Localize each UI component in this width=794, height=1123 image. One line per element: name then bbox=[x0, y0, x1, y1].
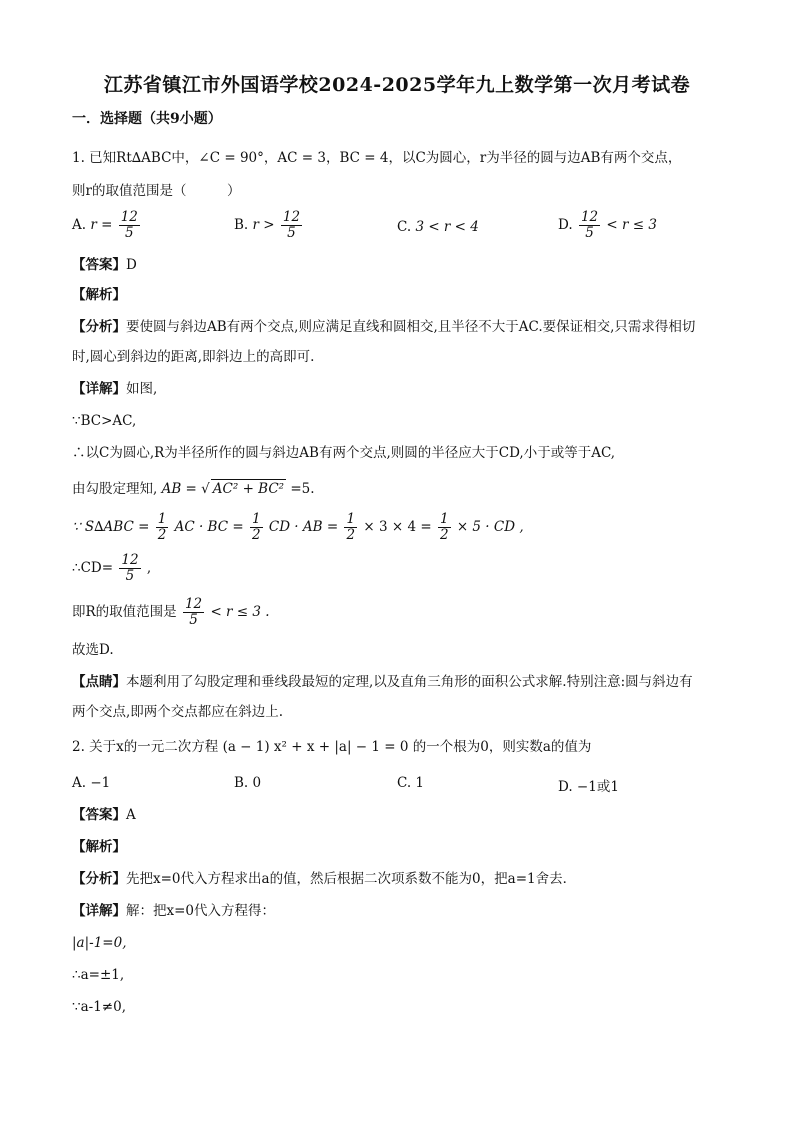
q1-answer: 【答案】D bbox=[72, 257, 137, 273]
q2-option-c: C. 1 bbox=[397, 775, 425, 791]
q1-detail-line3: ∴以C为圆心,R为半径所作的圆与斜边AB有两个交点,则圆的半径应大于CD,小于或等于AC, bbox=[72, 445, 616, 461]
fraction: $\frac{12}{5}$ bbox=[580, 209, 599, 241]
q2-detail-line3: ∴a=±1, bbox=[72, 967, 125, 983]
fraction: $\frac{12}{5}$ bbox=[184, 596, 203, 628]
section-heading: 一．选择题（共9小题） bbox=[72, 111, 222, 127]
fraction: $\frac{1}{2}$ bbox=[251, 511, 261, 543]
q2-answer: 【答案】A bbox=[72, 807, 136, 823]
fraction: $\frac{12}{5}$ bbox=[120, 209, 138, 241]
q1-stem-line2: 则r的取值范围是（ ） bbox=[72, 183, 241, 199]
q1-option-c: C. 3 < r < 4 bbox=[397, 219, 479, 235]
q1-option-d: D. $\frac{12}{5}$ < r ≤ 3 bbox=[558, 209, 657, 241]
q2-option-b: B. 0 bbox=[234, 775, 262, 791]
q1-stem-line1: 1. 已知Rt∆ABC中，∠C = 90°，AC = 3，BC = 4，以C为圆心，r为半径的圆与边AB有两个交点， bbox=[72, 150, 682, 166]
q1-dianjing-line1: 【点睛】本题利用了勾股定理和垂线段最短的定理,以及直角三角形的面积公式求解.特别注意:圆与斜边有 bbox=[72, 674, 693, 690]
q1-detail-line2: ∵BC>AC, bbox=[72, 413, 137, 429]
q1-detail-line6: ∴CD= $\frac{12}{5}$ , bbox=[72, 552, 152, 584]
q2-option-a: A. −1 bbox=[72, 775, 111, 791]
fraction: $\frac{1}{2}$ bbox=[439, 511, 449, 543]
q2-option-d: D. −1或1 bbox=[558, 779, 619, 795]
q1-fenxi-line2: 时,圆心到斜边的距离,即斜边上的高即可. bbox=[72, 349, 315, 365]
q1-analysis-tag: 【解析】 bbox=[72, 287, 126, 303]
q2-detail-line1: 【详解】解：把x=0代入方程得： bbox=[72, 903, 276, 919]
q2-fenxi: 【分析】先把x=0代入方程求出a的值，然后根据二次项系数不能为0，把a=1舍去． bbox=[72, 871, 577, 887]
q1-option-b: B. r > $\frac{12}{5}$ bbox=[234, 209, 301, 241]
q1-detail-line5: ∵ S∆ABC = $\frac{1}{2}$ AC · BC = $\frac{1}{2}$ CD · AB = $\frac{1}{2}$ × 3 × 4 = $\frac{1}{2}$ × 5 · CD , bbox=[72, 511, 524, 543]
q1-dianjing-line2: 两个交点,即两个交点都应在斜边上. bbox=[72, 704, 284, 720]
q2-detail-line4: ∵a-1≠0, bbox=[72, 999, 126, 1015]
q1-detail-line8: 故选D. bbox=[72, 642, 114, 658]
q1-detail-line1: 【详解】如图, bbox=[72, 381, 158, 397]
q1-detail-line7: 即R的取值范围是 $\frac{12}{5}$ < r ≤ 3 . bbox=[72, 596, 270, 628]
fraction: $\frac{1}{2}$ bbox=[157, 511, 167, 543]
sqrt-icon: √ bbox=[201, 481, 210, 497]
q1-fenxi-line1: 【分析】要使圆与斜边AB有两个交点,则应满足直线和圆相交,且半径不大于AC.要保证相交,只需求得相切 bbox=[72, 319, 696, 335]
fraction: $\frac{1}{2}$ bbox=[346, 511, 356, 543]
q1-option-a: A. r = $\frac{12}{5}$ bbox=[72, 209, 138, 241]
q2-stem: 2. 关于x的一元二次方程 (a − 1) x² + x + |a| − 1 = 0 的一个根为0，则实数a的值为 bbox=[72, 739, 592, 755]
q2-analysis-tag: 【解析】 bbox=[72, 839, 126, 855]
page-title: 江苏省镇江市外国语学校2024-2025学年九上数学第一次月考试卷 bbox=[103, 74, 691, 96]
q2-detail-line2: |a|-1=0, bbox=[72, 935, 127, 951]
fraction: $\frac{12}{5}$ bbox=[121, 552, 139, 584]
q1-detail-line4: 由勾股定理知, AB = √ AC² + BC² =5. bbox=[72, 481, 315, 497]
fraction: $\frac{12}{5}$ bbox=[282, 209, 301, 241]
